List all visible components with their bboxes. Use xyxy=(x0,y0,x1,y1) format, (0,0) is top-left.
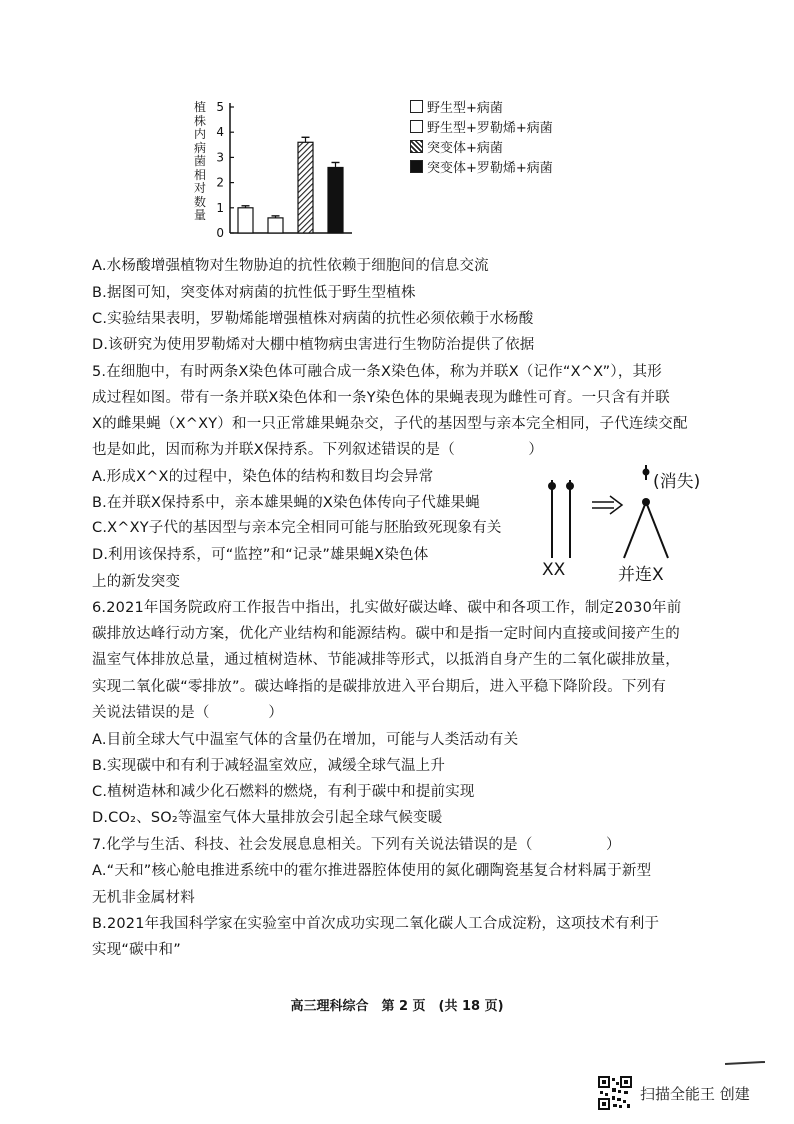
y-tick-label: 0 xyxy=(216,226,224,240)
scribble-mark xyxy=(725,1061,765,1065)
chart-plot xyxy=(180,95,400,245)
legend-swatch-white xyxy=(410,100,423,113)
q6-option-b: B.实现碳中和有利于减轻温室效应，减缓全球气温上升 xyxy=(92,758,446,774)
y-axis-label-char: 病 xyxy=(193,140,206,155)
y-axis-label-char: 数 xyxy=(193,194,206,209)
y-axis-label-char: 菌 xyxy=(193,154,206,168)
y-tick-label: 4 xyxy=(216,125,224,140)
y-tick-label: 5 xyxy=(216,100,224,114)
centromere-right xyxy=(566,482,574,490)
y-axis-label-char: 相 xyxy=(193,167,206,182)
lost-centromere xyxy=(643,469,650,476)
q6-option-d: D.CO₂、SO₂等温室气体大量排放会引起全球气候变暖 xyxy=(92,810,443,826)
q5-stem-3: X的雌果蝇（X^XY）和一只正常雄果蝇杂交，子代的基因型与亲本完全相同，子代连续交配 xyxy=(92,416,688,432)
page-footer: 高三理科综合 第 2 页 (共 18 页) xyxy=(290,999,504,1014)
legend-swatch-solid xyxy=(410,160,423,173)
legend-label-2: 野生型+罗勒烯+病菌 xyxy=(427,121,553,136)
q6-stem-3: 温室气体排放总量，通过植树造林、节能减排等形式，以抵消自身产生的二氧化碳排放量， xyxy=(92,652,680,668)
q5-option-c: C.X^XY子代的基因型与亲本完全相同可能与胚胎致死现象有关 xyxy=(92,520,502,536)
fused-arm-right xyxy=(646,502,668,558)
q7-option-a-2: 无机非金属材料 xyxy=(92,890,195,906)
legend-swatch-hatch xyxy=(410,140,423,153)
legend-item-3 xyxy=(410,140,503,157)
legend-label-3: 突变体+病菌 xyxy=(427,141,503,156)
y-axis-label-char: 植 xyxy=(193,100,206,114)
bar xyxy=(298,142,313,233)
legend-item-2 xyxy=(410,120,553,137)
y-axis-label-char: 株 xyxy=(193,113,206,128)
q5-option-d-1: D.利用该保持系，可“监控”和“记录”雄果蝇X染色体 xyxy=(92,547,429,563)
q5-option-b: B.在并联X保持系中，亲本雄果蝇的X染色体传向子代雄果蝇 xyxy=(92,495,481,511)
q6-stem-2: 碳排放达峰行动方案，优化产业结构和能源结构。碳中和是指一定时间内直接或间接产生的 xyxy=(92,626,680,642)
qr-code-icon xyxy=(598,1076,632,1110)
y-axis-label-char: 量 xyxy=(193,208,206,222)
q4-option-a: A.水杨酸增强植物对生物胁迫的抗性依赖于细胞间的信息交流 xyxy=(92,258,489,274)
q7-stem: 7.化学与生活、科技、社会发展息息相关。下列有关说法错误的是（ ） xyxy=(92,837,621,853)
fused-x-label: 并连X xyxy=(618,565,664,585)
q4-option-d: D.该研究为使用罗勒烯对大棚中植物病虫害进行生物防治提供了依据 xyxy=(92,337,535,353)
legend-item-1 xyxy=(410,100,503,117)
legend-swatch-white xyxy=(410,120,423,133)
legend-item-4 xyxy=(410,160,553,177)
q5-option-a: A.形成X^X的过程中，染色体的结构和数目均会异常 xyxy=(92,469,434,485)
q7-option-b-2: 实现“碳中和” xyxy=(92,942,181,958)
q5-stem-1: 5.在细胞中，有时两条X染色体可融合成一条X染色体，称为并联X（记作“X^X”），其形 xyxy=(92,364,662,380)
q6-option-c: C.植树造林和减少化石燃料的燃烧，有利于碳中和提前实现 xyxy=(92,784,475,800)
y-axis-label-char: 对 xyxy=(193,181,206,195)
y-tick-label: 1 xyxy=(216,200,224,215)
q6-option-a: A.目前全球大气中温室气体的含量仍在增加，可能与人类活动有关 xyxy=(92,732,519,748)
centromere-left xyxy=(548,482,556,490)
q6-stem-4: 实现二氧化碳“零排放”。碳达峰指的是碳排放进入平台期后，进入平稳下降阶段。下列有 xyxy=(92,679,667,695)
q5-stem-2: 成过程如图。带有一条并联X染色体和一条Y染色体的果蝇表现为雌性可育。一只含有并联 xyxy=(92,390,670,406)
q6-stem-5: 关说法错误的是（ ） xyxy=(92,705,284,721)
chromosome-diagram xyxy=(530,460,740,590)
q6-stem-1: 6.2021年国务院政府工作报告中指出，扎实做好碳达峰、碳中和各项工作，制定2030年前 xyxy=(92,600,682,616)
bar-chart xyxy=(180,95,400,245)
legend-label-4: 突变体+罗勒烯+病菌 xyxy=(427,161,553,176)
scanner-watermark: 扫描全能王 创建 xyxy=(640,1085,750,1103)
bar xyxy=(238,208,253,233)
legend-label-1: 野生型+病菌 xyxy=(427,101,503,116)
q5-option-d-2: 上的新发突变 xyxy=(92,574,181,590)
arrow-icon xyxy=(592,496,622,514)
y-axis-label-char: 内 xyxy=(193,127,206,141)
y-tick-label: 2 xyxy=(216,175,224,190)
q5-stem-4: 也是如此，因而称为并联X保持系。下列叙述错误的是（ ） xyxy=(92,442,544,458)
bar xyxy=(268,218,283,233)
xx-label: XX xyxy=(542,560,566,580)
y-tick-label: 3 xyxy=(216,150,224,165)
bar xyxy=(328,167,343,233)
q7-option-b-1: B.2021年我国科学家在实验室中首次成功实现二氧化碳人工合成淀粉，这项技术有利于 xyxy=(92,916,660,932)
fused-arm-left xyxy=(624,502,646,558)
lost-label: (消失) xyxy=(653,472,701,492)
q4-option-b: B.据图可知，突变体对病菌的抗性低于野生型植株 xyxy=(92,285,416,301)
q7-option-a-1: A.“天和”核心舱电推进系统中的霍尔推进器腔体使用的氮化硼陶瓷基复合材料属于新型 xyxy=(92,863,652,879)
q4-option-c: C.实验结果表明，罗勒烯能增强植株对病菌的抗性必须依赖于水杨酸 xyxy=(92,311,534,327)
